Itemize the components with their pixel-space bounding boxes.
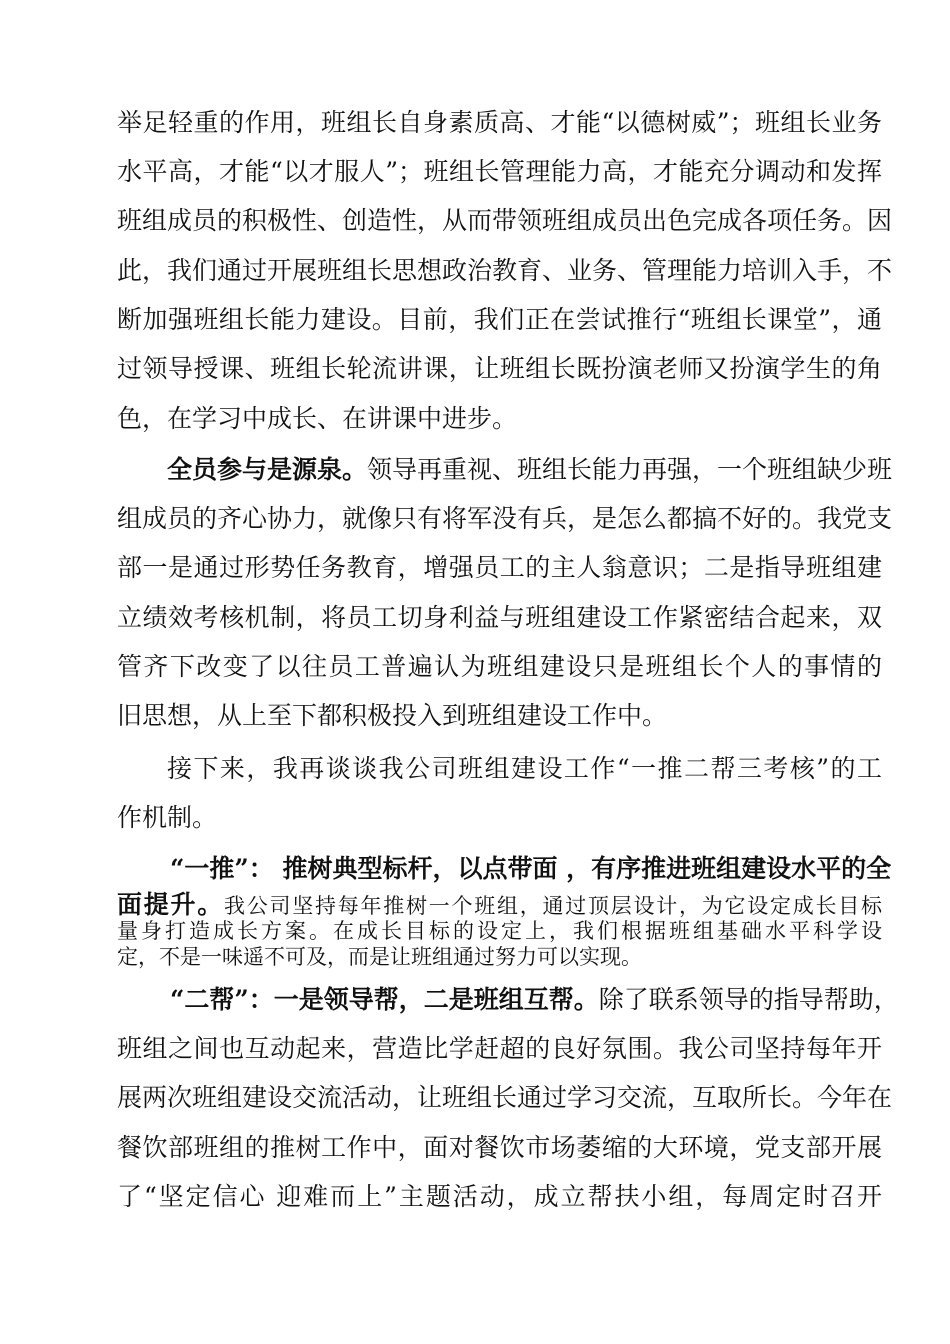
text-line: 餐饮部班组的推树工作中，面对餐饮市场萎缩的大环境，党支部开展	[117, 1133, 882, 1162]
text-line: 管齐下改变了以往员工普遍认为班组建设只是班组长个人的事情的	[117, 652, 882, 681]
text-line: 水平高，才能“以才服人”；班组长管理能力高，才能充分调动和发挥	[117, 157, 882, 186]
text-run: 领导再重视、班组长能力再强，一个班组缺少班	[367, 455, 893, 484]
bold-heading: 面提升。	[117, 890, 224, 919]
text-line: 立绩效考核机制，将员工切身利益与班组建设工作紧密结合起来，双	[117, 603, 882, 632]
bold-heading: “二帮”：一是领导帮，二是班组互帮。	[170, 985, 599, 1014]
text-line: 作机制。	[117, 803, 218, 832]
text-line: 色，在学习中成长、在讲课中进步。	[117, 404, 518, 433]
paragraph-heading-line	[117, 890, 882, 919]
text-line: 部一是通过形势任务教育，增强员工的主人翁意识；二是指导班组建	[117, 553, 882, 582]
text-line: 定，不是一味遥不可及，而是让班组通过努力可以实现。	[117, 945, 642, 969]
paragraph-heading-line	[167, 455, 893, 485]
paragraph-heading-line	[170, 854, 892, 884]
text-line: 过领导授课、班组长轮流讲课，让班组长既扮演老师又扮演学生的角	[117, 354, 882, 383]
text-line: 展两次班组建设交流活动，让班组长通过学习交流，互取所长。今年在	[117, 1083, 893, 1112]
text-line: 举足轻重的作用，班组长自身素质高、才能“以德树威”；班组长业务	[117, 108, 882, 137]
text-line: 组成员的齐心协力，就像只有将军没有兵，是怎么都搞不好的。我党支	[117, 504, 893, 533]
text-run: 除了联系领导的指导帮助，	[598, 985, 899, 1014]
bold-heading: 全员参与是源泉。	[167, 455, 368, 484]
text-line: 旧思想，从上至下都积极投入到班组建设工作中。	[117, 701, 668, 730]
text-line: 接下来，我再谈谈我公司班组建设工作“一推二帮三考核”的工	[167, 754, 882, 783]
text-run: 我公司坚持每年推树一个班组，通过顶层设计，为它设定成长目标	[224, 894, 882, 918]
bold-heading: “一推”： 推树典型标杆，以点带面 ，有序推进班组建设水平的全	[170, 854, 892, 883]
text-line: 班组之间也互动起来，营造比学赶超的良好氛围。我公司坚持每年开	[117, 1034, 882, 1063]
text-line: 断加强班组长能力建设。目前，我们正在尝试推行“班组长课堂”，通	[117, 305, 882, 334]
text-line: 此，我们通过开展班组长思想政治教育、业务、管理能力培训入手，不	[117, 256, 893, 285]
text-line: 了“坚定信心 迎难而上”主题活动，成立帮扶小组，每周定时召开	[117, 1182, 882, 1211]
text-line: 班组成员的积极性、创造性，从而带领班组成员出色完成各项任务。因	[117, 206, 893, 235]
paragraph-heading-line	[170, 985, 899, 1015]
text-line: 量身打造成长方案。在成长目标的设定上，我们根据班组基础水平科学设	[117, 919, 882, 943]
